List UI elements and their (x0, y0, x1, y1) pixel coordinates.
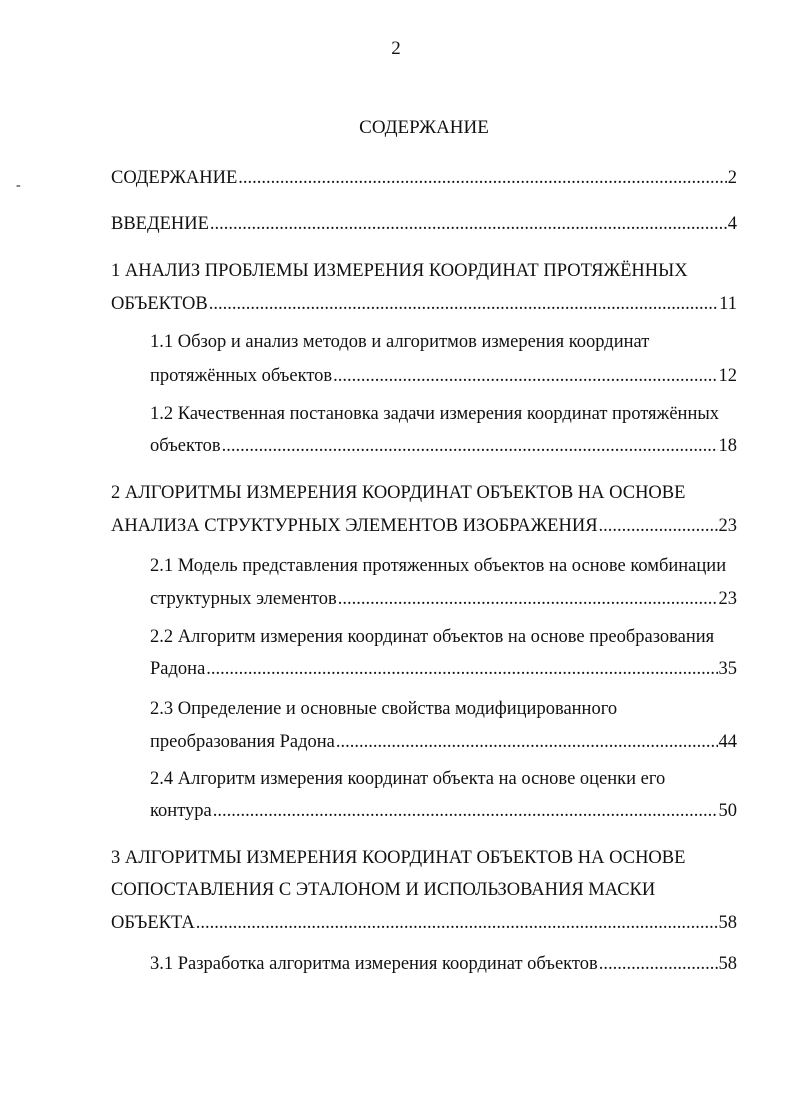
toc-entry-text: Радона (150, 659, 206, 679)
toc-entry-text: преобразования Радона (150, 732, 335, 752)
toc-entry-introduction[interactable] (111, 212, 737, 236)
toc-entry-section-2-2[interactable] (150, 657, 737, 681)
dot-leader (209, 292, 718, 316)
dot-leader (338, 587, 718, 611)
toc-entry-section-2-3[interactable] (150, 730, 737, 754)
toc-entry-text: контура (150, 801, 212, 821)
toc-entry-text: ОБЪЕКТОВ (111, 294, 208, 314)
toc-entry-text: 3.1 Разработка алгоритма измерения координат объектов (150, 954, 598, 974)
dot-leader (213, 799, 718, 823)
toc-entry-section-2-4-line: 2.4 Алгоритм измерения координат объекта на основе оценки его (150, 769, 666, 789)
toc-entry-section-2-1-line: 2.1 Модель представления протяженных объектов на основе комбинации (150, 556, 727, 576)
dot-leader (210, 212, 727, 236)
dot-leader (599, 514, 718, 538)
toc-entry-section-2-2-line: 2.2 Алгоритм измерения координат объектов на основе преобразования (150, 627, 715, 647)
toc-entry-page: 18 (718, 436, 737, 456)
dot-leader (238, 166, 726, 190)
toc-entry-section-1-1-line: 1.1 Обзор и анализ методов и алгоритмов измерения координат (150, 332, 650, 352)
toc-entry-page: 12 (718, 366, 737, 386)
toc-entry-text: ВВЕДЕНИЕ (111, 214, 209, 234)
toc-entry-chapter-2-line: 2 АЛГОРИТМЫ ИЗМЕРЕНИЯ КООРДИНАТ ОБЪЕКТОВ НА ОСНОВЕ (111, 483, 686, 503)
toc-entry-page: 50 (718, 801, 737, 821)
dot-leader (222, 434, 718, 458)
toc-entry-page: 2 (727, 168, 737, 188)
toc-entry-text: протяжённых объектов (150, 366, 333, 386)
dot-leader (206, 657, 717, 681)
toc-entry-text: АНАЛИЗА СТРУКТУРНЫХ ЭЛЕМЕНТОВ ИЗОБРАЖЕНИЯ (111, 516, 598, 536)
dot-leader (599, 952, 718, 976)
toc-entry-text: объектов (150, 436, 221, 456)
toc-entry-section-3-1[interactable] (150, 952, 737, 976)
toc-entry-section-2-3-line: 2.3 Определение и основные свойства модифицированного (150, 699, 618, 719)
toc-entry-section-2-4[interactable] (150, 799, 737, 823)
toc-entry-page: 23 (718, 516, 737, 536)
toc-entry-contents[interactable] (111, 166, 737, 190)
toc-entry-page: 58 (718, 913, 737, 933)
toc-entry-chapter-3-line-2: СОПОСТАВЛЕНИЯ С ЭТАЛОНОМ И ИСПОЛЬЗОВАНИЯ МАСКИ (111, 880, 656, 900)
dot-leader (196, 911, 718, 935)
toc-entry-page: 23 (718, 589, 737, 609)
toc-entry-text: структурных элементов (150, 589, 337, 609)
toc-entry-section-1-1[interactable] (150, 364, 737, 388)
toc-entry-text: ОБЪЕКТА (111, 913, 195, 933)
toc-entry-section-1-2[interactable] (150, 434, 737, 458)
toc-entry-chapter-1-line: 1 АНАЛИЗ ПРОБЛЕМЫ ИЗМЕРЕНИЯ КООРДИНАТ ПРОТЯЖЁННЫХ (111, 261, 688, 281)
toc-entry-page: 44 (718, 732, 737, 752)
toc-entry-page: 58 (718, 954, 737, 974)
toc-entry-section-1-2-line: 1.2 Качественная постановка задачи измерения координат протяжённых (150, 404, 720, 424)
toc-title: СОДЕРЖАНИЕ (359, 117, 489, 138)
toc-entry-page: 4 (727, 214, 737, 234)
toc-entry-chapter-3-line-1: 3 АЛГОРИТМЫ ИЗМЕРЕНИЯ КООРДИНАТ ОБЪЕКТОВ НА ОСНОВЕ (111, 848, 686, 868)
page-number: 2 (391, 38, 401, 59)
toc-entry-page: 11 (719, 294, 737, 314)
toc-entry-page: 35 (718, 659, 737, 679)
toc-entry-chapter-2[interactable] (111, 514, 737, 538)
toc-entry-text: СОДЕРЖАНИЕ (111, 168, 238, 188)
toc-entry-chapter-1[interactable] (111, 292, 737, 316)
dot-leader (336, 730, 718, 754)
dot-leader (333, 364, 717, 388)
toc-entry-section-2-1[interactable] (150, 587, 737, 611)
toc-entry-chapter-3[interactable] (111, 911, 737, 935)
stray-mark: - (16, 178, 21, 193)
